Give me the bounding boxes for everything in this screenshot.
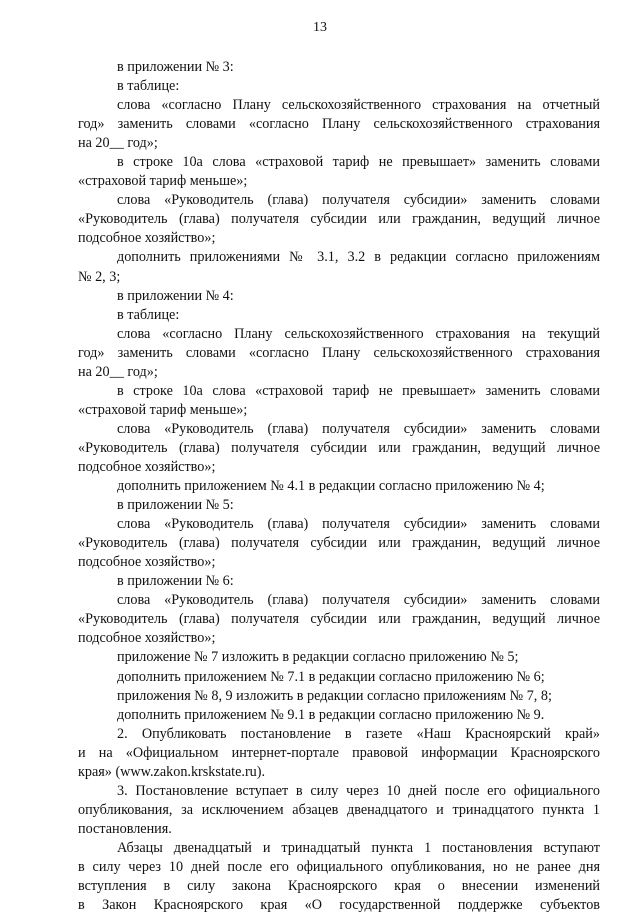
text-line: слова «согласно Плану сельскохозяйственного страхования на текущий — [117, 325, 600, 342]
text-line: слова «согласно Плану сельскохозяйственного страхования на отчетный — [117, 97, 600, 114]
text-line: приложения № 8, 9 изложить в редакции согласно приложениям № 7, 8; — [117, 687, 552, 704]
text-line: на 20__ год»; — [78, 135, 158, 152]
text-line: в приложении № 5: — [117, 497, 234, 514]
text-line: подсобное хозяйство»; — [78, 554, 216, 571]
text-line: края» (www.zakon.krskstate.ru). — [78, 763, 266, 780]
text-line: и на «Официальном интернет-портале правовой информации Красноярского — [78, 744, 600, 761]
text-line: Абзацы двенадцатый и тринадцатый пункта 1 постановления вступают — [117, 839, 600, 856]
text-line: в таблице: — [117, 306, 180, 323]
text-line: слова «Руководитель (глава) получателя субсидии» заменить словами — [117, 420, 600, 437]
text-line: в Закон Красноярского края «О государственной поддержке субъектов — [78, 897, 600, 914]
text-line: в приложении № 3: — [117, 59, 234, 75]
text-line: 3. Постановление вступает в силу через 10 дней после его официального — [117, 782, 600, 799]
text-line: 2. Опубликовать постановление в газете «Наш Красноярский край» — [117, 725, 600, 742]
text-line: год» заменить словами «согласно Плану сельскохозяйственного страхования — [78, 344, 600, 361]
text-line: в строке 10а слова «страховой тариф не превышает» заменить словами — [117, 154, 600, 171]
text-line: вступления в силу закона Красноярского края о внесении изменений — [78, 878, 600, 895]
text-line: «Руководитель (глава) получателя субсидии или гражданин, ведущий личное — [78, 611, 600, 628]
document-text — [78, 58, 600, 915]
text-line: приложение № 7 изложить в редакции согласно приложению № 5; — [117, 649, 519, 666]
text-line: слова «Руководитель (глава) получателя субсидии» заменить словами — [117, 192, 600, 209]
text-line: год» заменить словами «согласно Плану сельскохозяйственного страхования — [78, 116, 600, 133]
text-line: подсобное хозяйство»; — [78, 458, 216, 475]
text-line: «Руководитель (глава) получателя субсидии или гражданин, ведущий личное — [78, 211, 600, 228]
text-line: в приложении № 4: — [117, 287, 234, 304]
text-line: в приложении № 6: — [117, 573, 234, 590]
text-line: подсобное хозяйство»; — [78, 230, 216, 247]
text-line: в строке 10а слова «страховой тариф не превышает» заменить словами — [117, 382, 600, 399]
text-line: «Руководитель (глава) получателя субсидии или гражданин, ведущий личное — [78, 439, 600, 456]
text-line: «Руководитель (глава) получателя субсидии или гражданин, ведущий личное — [78, 535, 600, 552]
text-line: дополнить приложением № 7.1 в редакции согласно приложению № 6; — [117, 668, 545, 685]
text-line: в силу через 10 дней после его официального опубликования, но не ранее дня — [78, 858, 600, 875]
text-line: слова «Руководитель (глава) получателя субсидии» заменить словами — [117, 516, 600, 533]
text-line: дополнить приложением № 9.1 в редакции согласно приложению № 9. — [117, 706, 545, 723]
text-line: «страховой тариф меньше»; — [78, 401, 248, 418]
text-line: постановления. — [78, 820, 172, 837]
text-line: «страховой тариф меньше»; — [78, 173, 248, 190]
text-line: опубликования, за исключением абзацев двенадцатого и тринадцатого пункта 1 — [78, 801, 600, 818]
text-line: № 2, 3; — [78, 268, 121, 285]
text-line: в таблице: — [117, 78, 180, 95]
text-line: дополнить приложениями № 3.1, 3.2 в редакции согласно приложениям — [117, 249, 600, 266]
text-line: подсобное хозяйство»; — [78, 630, 216, 647]
page-number: 13 — [313, 20, 327, 35]
text-line: на 20__ год»; — [78, 363, 158, 380]
text-line: слова «Руководитель (глава) получателя субсидии» заменить словами — [117, 592, 600, 609]
text-line: дополнить приложением № 4.1 в редакции согласно приложению № 4; — [117, 478, 545, 495]
